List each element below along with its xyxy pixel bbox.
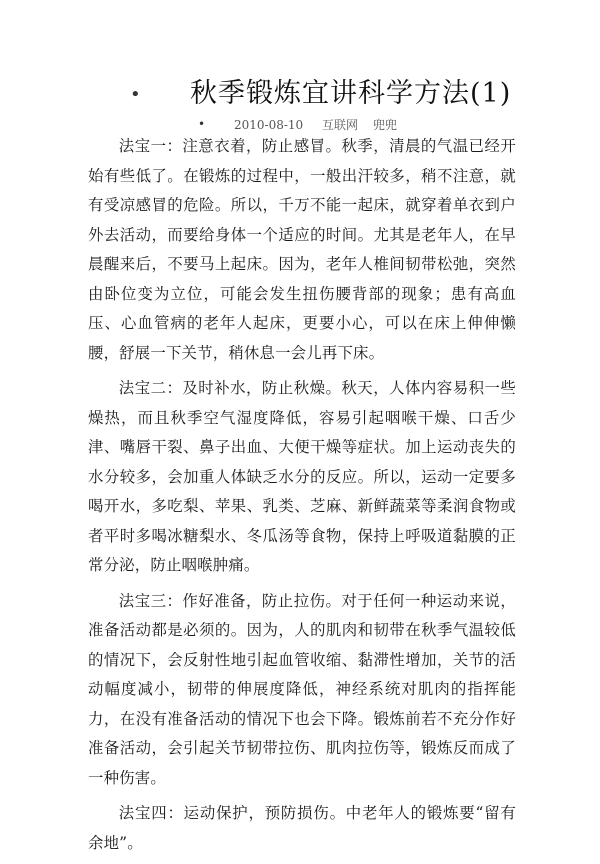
article-body <box>88 132 516 864</box>
article-title: 秋季锻炼宜讲科学方法(1) <box>190 78 512 109</box>
paragraph-3: 法宝三：作好准备，防止拉伤。对于任何一种运动来说，准备活动都是必须的。因为，人的肌肉和韧带在秋季气温较低的情况下，会反射性地引起血管收缩、黏滞性增加，关节的活动幅度减小，韧带的伸展度降低，神经系统对肌肉的指挥能力，在没有准备活动的情况下也会下降。锻炼前若不充分作好准备活动，会引起关节韧带拉伤、肌肉拉伤等，锻炼反而成了一种伤害。 <box>88 591 516 787</box>
title-row <box>0 74 600 114</box>
paragraph-4: 法宝四：运动保护，预防损伤。中老年人的锻炼要“留有余地”。 <box>88 804 516 852</box>
article-source: 互联网 <box>322 118 359 132</box>
article-author: 兜兜 <box>373 118 398 132</box>
title-bullet-icon: • <box>130 84 141 105</box>
publish-date: 2010-08-10 <box>234 118 304 132</box>
meta-bullet-icon: • <box>198 117 206 131</box>
paragraph-1: 法宝一：注意衣着，防止感冒。秋季，清晨的气温已经开始有些低了。在锻炼的过程中，一般出汗较多，稍不注意，就有受凉感冒的危险。所以，千万不能一起床，就穿着单衣到户外去活动，而要给身体一个适应的时间。尤其是老年人，在早晨醒来后，不要马上起床。因为，老年人椎间韧带松弛，突然由卧位变为立位，可能会发生扭伤腰背部的现象；患有高血压、心血管病的老年人起床，更要小心，可以在床上伸伸懒腰，舒展一下关节，稍休息一会儿再下床。 <box>88 137 516 362</box>
paragraph-2: 法宝二：及时补水，防止秋燥。秋天，人体内容易积一些燥热，而且秋季空气湿度降低，容易引起咽喉干燥、口舌少津、嘴唇干裂、鼻子出血、大便干燥等症状。加上运动丧失的水分较多，会加重人体缺乏水分的反应。所以，运动一定要多喝开水，多吃梨、苹果、乳类、芝麻、新鲜蔬菜等柔润食物或者平时多喝冰糖梨水、冬瓜汤等食物，保持上呼吸道黏膜的正常分泌，防止咽喉肿痛。 <box>88 379 516 574</box>
